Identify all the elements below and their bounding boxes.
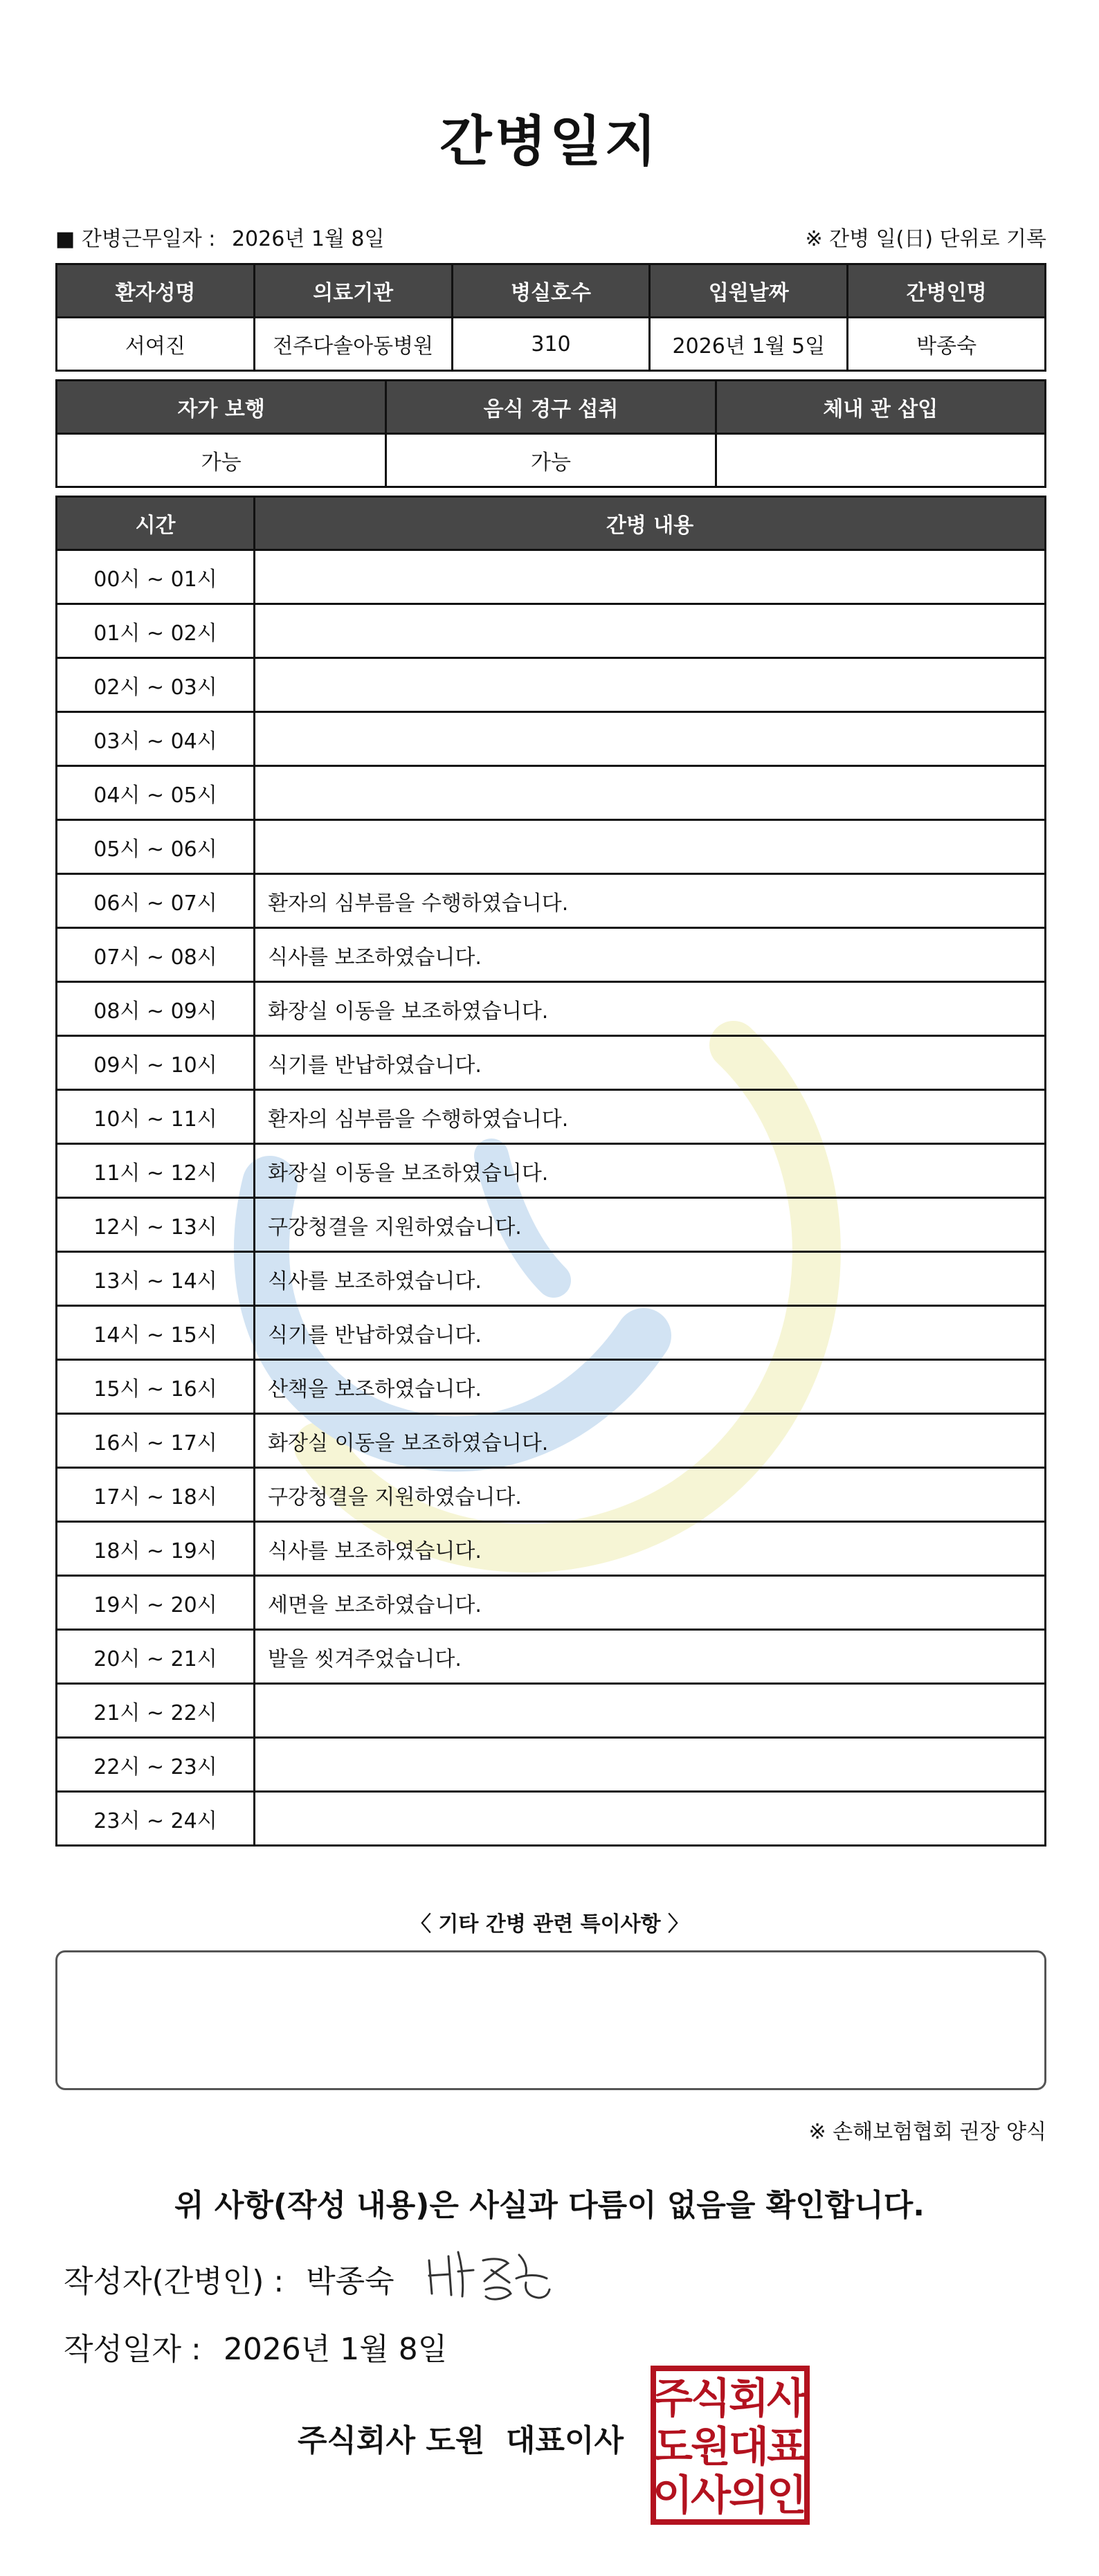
table-header: 간병인명 [848, 264, 1046, 318]
table-row [57, 1144, 1046, 1198]
table-row [57, 820, 1046, 874]
table-row [57, 550, 1046, 604]
table-row [57, 658, 1046, 712]
table-row [57, 1198, 1046, 1252]
time-cell: 12시 ~ 13시 [57, 1198, 255, 1252]
room-number-cell: 310 [452, 318, 650, 371]
table-header: 음식 경구 섭취 [386, 381, 716, 434]
care-content-cell [255, 604, 1046, 658]
seal-character: 식 [691, 2375, 731, 2423]
time-cell: 21시 ~ 22시 [57, 1684, 255, 1738]
work-date-line [55, 221, 385, 252]
time-cell: 20시 ~ 21시 [57, 1630, 255, 1684]
table-row [57, 1738, 1046, 1792]
care-content-cell [255, 550, 1046, 604]
author-name: 박종숙 [306, 2264, 394, 2299]
caregiver-name-cell: 박종숙 [848, 318, 1046, 371]
time-cell: 07시 ~ 08시 [57, 928, 255, 982]
confirmation-statement: 위 사항(작성 내용)은 사실과 다름이 없음을 확인합니다. [174, 2188, 925, 2223]
date-label: 작성일자 : [64, 2332, 201, 2367]
admission-date-cell: 2026년 1월 5일 [650, 318, 848, 371]
table-header: 자가 보행 [57, 381, 386, 434]
table-row [57, 1252, 1046, 1306]
care-content-cell [255, 1738, 1046, 1792]
table-row [57, 1522, 1046, 1576]
table-header: 체내 관 삽입 [716, 381, 1045, 434]
time-cell: 15시 ~ 16시 [57, 1360, 255, 1414]
table-header: 시간 [57, 497, 255, 550]
seal-character: 회 [729, 2375, 769, 2423]
author-line [64, 2256, 394, 2301]
time-cell: 01시 ~ 02시 [57, 604, 255, 658]
time-cell: 02시 ~ 03시 [57, 658, 255, 712]
tube-insertion-cell [716, 434, 1045, 487]
care-content-cell [255, 1792, 1046, 1846]
table-row [57, 1792, 1046, 1846]
care-content-cell: 화장실 이동을 보조하였습니다. [255, 1414, 1046, 1468]
care-content-cell: 식기를 반납하였습니다. [255, 1036, 1046, 1090]
care-content-cell: 산책을 보조하였습니다. [255, 1360, 1046, 1414]
care-log-table [55, 496, 1046, 1847]
care-content-cell: 환자의 심부름을 수행하였습니다. [255, 874, 1046, 928]
oral-intake-cell: 가능 [386, 434, 716, 487]
time-cell: 23시 ~ 24시 [57, 1792, 255, 1846]
seal-character: 도 [653, 2423, 693, 2471]
time-cell: 11시 ~ 12시 [57, 1144, 255, 1198]
seal-character: 의 [729, 2471, 769, 2520]
time-cell: 22시 ~ 23시 [57, 1738, 255, 1792]
table-row [57, 1468, 1046, 1522]
care-log-header-row [57, 497, 1046, 550]
time-cell: 18시 ~ 19시 [57, 1522, 255, 1576]
care-content-cell [255, 712, 1046, 766]
care-content-cell [255, 766, 1046, 820]
care-content-cell: 세면을 보조하였습니다. [255, 1576, 1046, 1630]
author-label: 작성자(간병인) : [64, 2264, 284, 2299]
work-date-label: ■ 간병근무일자 : [55, 227, 216, 251]
table-row [57, 712, 1046, 766]
care-content-cell: 구강청결을 지원하였습니다. [255, 1468, 1046, 1522]
table-header: 입원날짜 [650, 264, 848, 318]
time-cell: 00시 ~ 01시 [57, 550, 255, 604]
time-cell: 14시 ~ 15시 [57, 1306, 255, 1360]
care-content-cell: 화장실 이동을 보조하였습니다. [255, 1144, 1046, 1198]
time-cell: 06시 ~ 07시 [57, 874, 255, 928]
time-cell: 03시 ~ 04시 [57, 712, 255, 766]
care-content-cell: 화장실 이동을 보조하였습니다. [255, 982, 1046, 1036]
care-content-cell: 식사를 보조하였습니다. [255, 1522, 1046, 1576]
patient-info-table [55, 263, 1046, 372]
table-row [57, 928, 1046, 982]
table-header: 간병 내용 [255, 497, 1046, 550]
table-row [57, 604, 1046, 658]
company-signatory: 주식회사 도원 대표이사 [298, 2423, 624, 2458]
table-row [57, 766, 1046, 820]
time-cell: 08시 ~ 09시 [57, 982, 255, 1036]
document-title: 간병일지 [439, 111, 660, 173]
time-cell: 05시 ~ 06시 [57, 820, 255, 874]
time-cell: 17시 ~ 18시 [57, 1468, 255, 1522]
seal-character: 사 [767, 2375, 807, 2423]
seal-character: 이 [653, 2471, 693, 2520]
time-cell: 13시 ~ 14시 [57, 1252, 255, 1306]
care-content-cell [255, 658, 1046, 712]
care-content-cell: 구강청결을 지원하였습니다. [255, 1198, 1046, 1252]
table-row [57, 982, 1046, 1036]
table-row [57, 1360, 1046, 1414]
time-cell: 09시 ~ 10시 [57, 1036, 255, 1090]
table-header: 의료기관 [254, 264, 452, 318]
care-log-body [57, 550, 1046, 1846]
time-cell: 19시 ~ 20시 [57, 1576, 255, 1630]
patient-name-cell: 서여진 [57, 318, 255, 371]
time-cell: 16시 ~ 17시 [57, 1414, 255, 1468]
time-cell: 10시 ~ 11시 [57, 1090, 255, 1144]
notes-title: 〈 기타 간병 관련 특이사항 〉 [410, 1912, 689, 1936]
table-header: 환자성명 [57, 264, 255, 318]
company-seal [651, 2366, 810, 2525]
care-content-cell [255, 820, 1046, 874]
care-content-cell: 환자의 심부름을 수행하였습니다. [255, 1090, 1046, 1144]
care-content-cell: 식사를 보조하였습니다. [255, 1252, 1046, 1306]
walking-cell: 가능 [57, 434, 386, 487]
time-cell: 04시 ~ 05시 [57, 766, 255, 820]
seal-character: 사 [691, 2471, 731, 2520]
notes-box [55, 1950, 1046, 2090]
table-row [57, 1414, 1046, 1468]
patient-info-value-row [57, 318, 1046, 371]
form-note: ※ 손해보험협회 권장 양식 [808, 2120, 1046, 2144]
ability-value-row [57, 434, 1046, 487]
care-content-cell [255, 1684, 1046, 1738]
handwritten-signature [422, 2240, 554, 2306]
care-content-cell: 식사를 보조하였습니다. [255, 928, 1046, 982]
seal-character: 인 [767, 2471, 807, 2520]
seal-character: 대 [729, 2423, 769, 2471]
written-date-line [64, 2324, 447, 2368]
table-row [57, 1684, 1046, 1738]
seal-character: 표 [767, 2423, 807, 2471]
table-row [57, 1306, 1046, 1360]
unit-note: ※ 간병 일(日) 단위로 기록 [805, 227, 1046, 251]
care-content-cell: 식기를 반납하였습니다. [255, 1306, 1046, 1360]
hospital-cell: 전주다솔아동병원 [254, 318, 452, 371]
table-header: 병실호수 [452, 264, 650, 318]
care-content-cell: 발을 씻겨주었습니다. [255, 1630, 1046, 1684]
seal-character: 주 [653, 2375, 693, 2423]
work-date-value: 2026년 1월 8일 [231, 227, 385, 251]
seal-character: 원 [691, 2423, 731, 2471]
ability-header-row [57, 381, 1046, 434]
table-row [57, 1576, 1046, 1630]
table-row [57, 1036, 1046, 1090]
patient-info-header-row [57, 264, 1046, 318]
ability-table [55, 379, 1046, 488]
table-row [57, 874, 1046, 928]
table-row [57, 1090, 1046, 1144]
date-value: 2026년 1월 8일 [223, 2332, 448, 2367]
table-row [57, 1630, 1046, 1684]
